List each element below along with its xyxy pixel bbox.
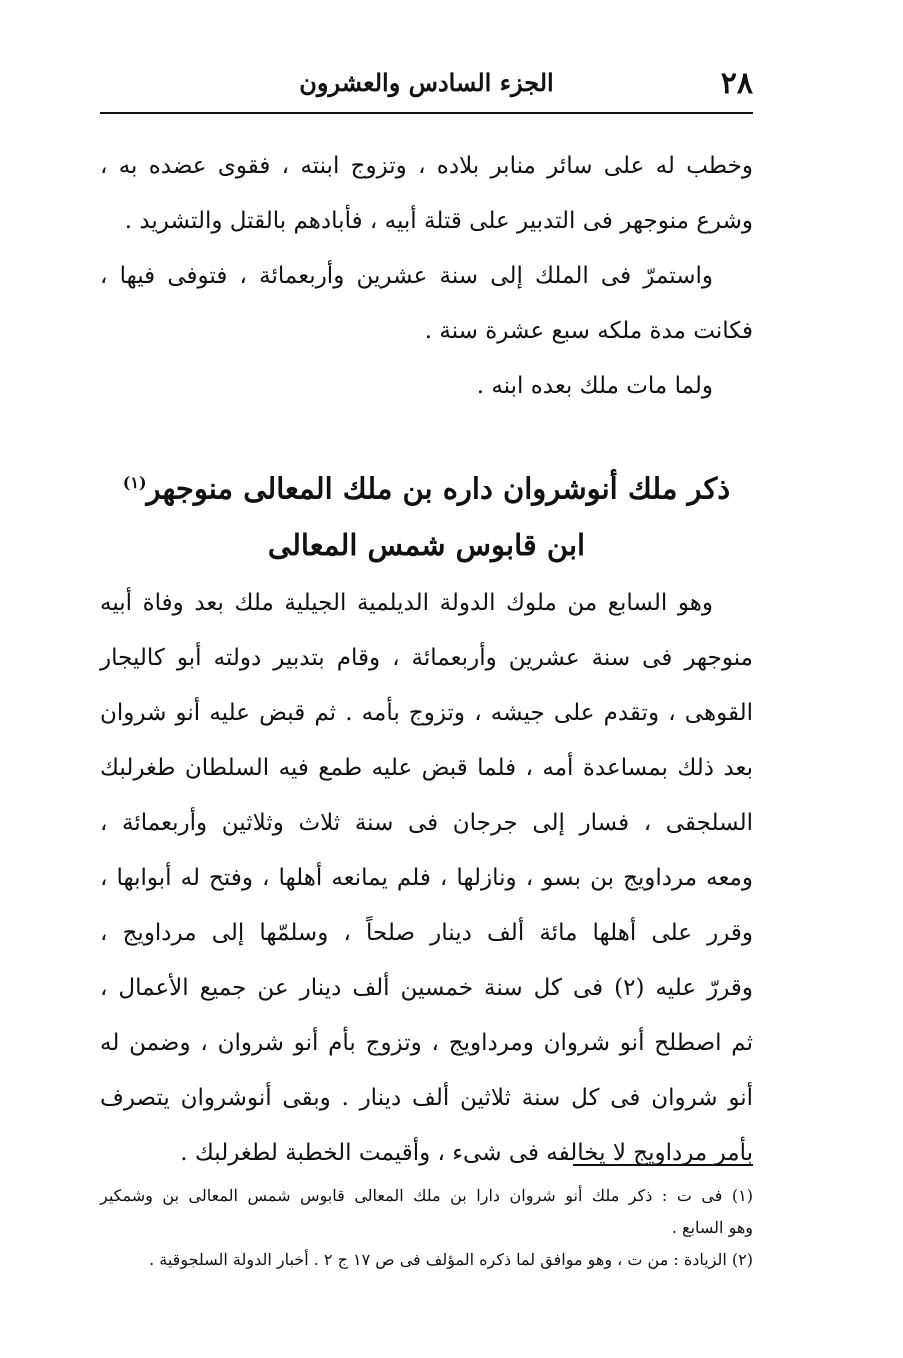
section-heading	[100, 452, 753, 576]
footnote-line: وهو السابع .	[671, 1218, 753, 1237]
heading-line-1	[100, 452, 753, 514]
text-line: بأمر مرداويج لا يخالفه فى شىء ، وأقيمت الخطبة لطغرلبك .	[180, 1140, 753, 1166]
heading-line-2: ابن قابوس شمس المعالى	[267, 528, 586, 562]
footnote-line: (٢) الزيادة : من ت ، وهو موافق لما ذكره المؤلف فى ص ١٧ ج ٢ . أخبار الدولة السلجوقية .	[149, 1250, 753, 1269]
text-line: القوهى ، وتقدم على جيشه ، وتزوج بأمه . ثم قبض عليه أنو شروان	[100, 700, 753, 726]
text-line: وقررّ عليه (٢) فى كل سنة خمسين ألف دينار عن جميع الأعمال ،	[100, 975, 753, 1001]
text-line: أنو شروان فى كل سنة ثلاثين ألف دينار . وبقى أنوشروان يتصرف	[100, 1085, 753, 1111]
body-paragraph	[100, 576, 753, 1181]
text-line: وشرع منوجهر فى التدبير على قتلة أبيه ، فأبادهم بالقتل والتشريد .	[124, 208, 753, 234]
text-line: وهو السابع من ملوك الدولة الديلمية الجيلية ملك بعد وفاة أبيه	[100, 590, 713, 616]
top-paragraphs	[100, 139, 753, 414]
footnote-rule	[573, 1164, 753, 1166]
footnote-line: (١) فى ت : ذكر ملك أنو شروان دارا بن ملك المعالى قابوس شمس المعالى بن وشمكير	[100, 1186, 753, 1205]
text-line: بعد ذلك بمساعدة أمه ، فلما قبض عليه طمع فيه السلطان طغرلبك	[100, 755, 753, 781]
footnote-marker: (١)	[122, 473, 147, 492]
page-number: ٢٨	[720, 66, 753, 101]
text-line: السلجقى ، فسار إلى جرجان فى سنة ثلاث وثلاثين وأربعمائة ،	[100, 810, 753, 836]
text-line: وقرر على أهلها مائة ألف دينار صلحاً ، وسلمّها إلى مرداويج ،	[100, 920, 753, 946]
text-line: ولما مات ملك بعده ابنه .	[476, 373, 713, 399]
heading-text: ذكر ملك أنوشروان داره بن ملك المعالى منوجهر	[146, 471, 731, 506]
header-rule	[100, 112, 753, 114]
footnotes	[100, 1180, 753, 1276]
text-line: وخطب له على سائر منابر بلاده ، وتزوج ابنته ، فقوى عضده به ،	[100, 153, 753, 179]
page-header	[100, 62, 753, 106]
text-line: واستمرّ فى الملك إلى سنة عشرين وأربعمائة ، فتوفى فيها ،	[100, 263, 713, 289]
text-line: ومعه مرداويج بن بسو ، ونازلها ، فلم يمانعه أهلها ، وفتح له أبوابها ،	[100, 865, 753, 891]
text-line: ثم اصطلح أنو شروان ومرداويج ، وتزوج بأم أنو شروان ، وضمن له	[100, 1030, 753, 1056]
text-line: فكانت مدة ملكه سبع عشرة سنة .	[424, 318, 753, 344]
text-line: منوجهر فى سنة عشرين وأربعمائة ، وقام بتدبير دولته أبو كاليجار	[100, 645, 753, 671]
running-title: الجزء السادس والعشرون	[299, 68, 554, 97]
